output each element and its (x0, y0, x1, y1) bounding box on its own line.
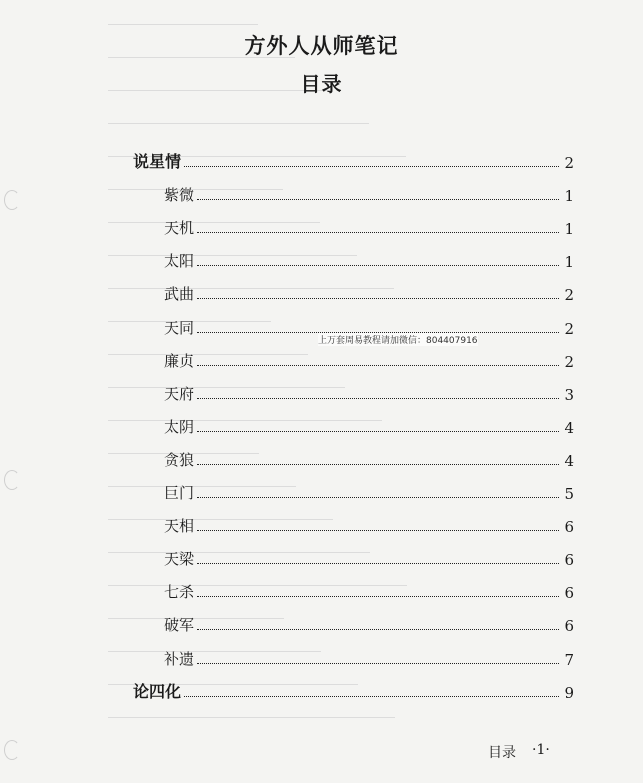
toc-entry-label: 天相 (164, 517, 195, 535)
toc-entry-label: 天同 (164, 319, 195, 337)
toc-entry-page-number: 7 (564, 651, 574, 669)
toc-entry-label: 武曲 (164, 285, 195, 303)
dot-leader (197, 663, 559, 664)
toc-entry-label: 太阳 (164, 252, 195, 270)
toc-entry-label: 天机 (164, 219, 195, 237)
toc-heading: 目录 (300, 72, 343, 96)
toc-entry-page-number: 6 (564, 551, 574, 569)
dot-leader (197, 298, 559, 299)
toc-entry-row (164, 547, 574, 569)
toc-entry-row (164, 481, 574, 503)
toc-entry-page-number: 2 (564, 320, 574, 338)
toc-entry-page-number: 6 (564, 584, 574, 602)
dot-leader (197, 497, 559, 498)
toc-entry-page-number: 2 (564, 353, 574, 371)
toc-entry-label: 廉贞 (164, 352, 195, 370)
dot-leader (197, 232, 559, 233)
toc-entry-page-number: 4 (564, 419, 574, 437)
toc-entry-row (164, 382, 574, 404)
document-title: 方外人从师笔记 (244, 33, 399, 58)
dot-leader (197, 596, 559, 597)
dot-leader (184, 166, 559, 167)
toc-entry-label: 太阴 (164, 418, 195, 436)
toc-entry-page-number: 6 (564, 617, 574, 635)
toc-entry-label: 贪狼 (164, 451, 195, 469)
toc-entry-page-number: 2 (564, 154, 574, 172)
footer-label: 目录 (488, 745, 516, 761)
toc-entry-label: 破军 (164, 616, 195, 634)
toc-entry-page-number: 2 (564, 286, 574, 304)
toc-entry-page-number: 3 (564, 386, 574, 404)
footer-page-number: ·1· (532, 742, 550, 758)
toc-entry-row (164, 282, 574, 304)
toc-entry-label: 紫微 (164, 186, 195, 204)
toc-entry-row (164, 448, 574, 470)
toc-entry-row (164, 249, 574, 271)
toc-entry-row (164, 580, 574, 602)
toc-entry-row (164, 415, 574, 437)
page-footer (488, 742, 550, 762)
toc-entry-page-number: 4 (564, 452, 574, 470)
punch-hole-mark (4, 190, 20, 210)
dot-leader (197, 464, 559, 465)
dot-leader (197, 265, 559, 266)
toc-entry-row (164, 514, 574, 536)
toc-entry-row (164, 647, 574, 669)
bleed-through-line (108, 717, 395, 718)
toc-entry-label: 巨门 (164, 484, 195, 502)
dot-leader (197, 563, 559, 564)
punch-hole-mark (4, 470, 20, 490)
toc-entry-label: 补遗 (164, 650, 195, 668)
bleed-through-line (108, 123, 369, 124)
toc-entry-row (164, 183, 574, 205)
dot-leader (197, 629, 559, 630)
dot-leader (197, 398, 559, 399)
dot-leader (197, 431, 559, 432)
toc-entry-page-number: 1 (564, 253, 574, 271)
toc-entry-label: 天府 (164, 385, 195, 403)
dot-leader (184, 696, 559, 697)
toc-entry-page-number: 1 (564, 220, 574, 238)
toc-entry-page-number: 9 (564, 684, 574, 702)
dot-leader (197, 530, 559, 531)
toc-entry-page-number: 5 (564, 485, 574, 503)
toc-entry-page-number: 1 (564, 187, 574, 205)
dot-leader (197, 365, 559, 366)
toc-entry-row (164, 613, 574, 635)
toc-entry-label: 论四化 (133, 682, 182, 701)
bleed-through-line (108, 24, 258, 25)
toc-entry-label: 天梁 (164, 550, 195, 568)
toc-entry-row (164, 349, 574, 371)
toc-entry-label: 七杀 (164, 583, 195, 601)
toc-section-row (133, 150, 574, 172)
punch-hole-mark (4, 740, 20, 760)
dot-leader (197, 199, 559, 200)
toc-section-row (133, 680, 574, 702)
toc-entry-label: 说星情 (133, 152, 182, 171)
toc-entry-page-number: 6 (564, 518, 574, 536)
watermark-text: 上万套周易教程请加微信：804407916 (318, 333, 478, 346)
toc-entry-row (164, 216, 574, 238)
